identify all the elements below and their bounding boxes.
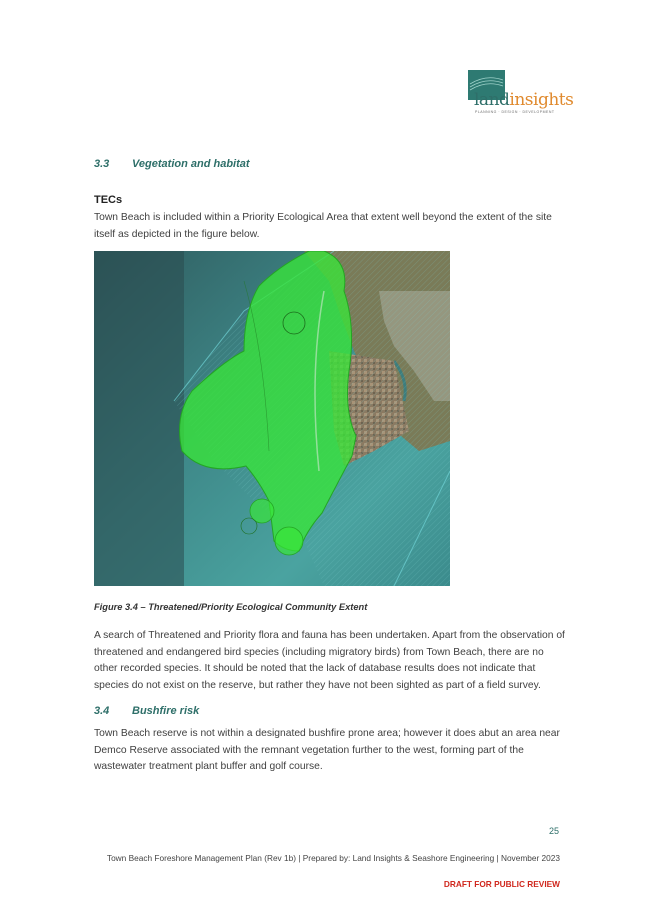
search-paragraph: A search of Threatened and Priority flora and fauna has been undertaken. Apart from the observation of threatened and endangered bird species (including migratory birds) from Town Beach, there are no other recorded species. It should be noted that the lack of database results does not indicate that species do not exist on the reserve, but rather they have not been sighted as part of a field survey. (94, 630, 565, 691)
land-insights-logo (468, 70, 574, 116)
tecs-heading: TECs (94, 194, 123, 206)
pec-extent-map-figure (94, 251, 450, 586)
page-number: 25 (549, 826, 560, 836)
section-heading-3-3: 3.3 Vegetation and habitat (94, 158, 250, 170)
section-heading-3-4: 3.4 Bushfire risk (94, 705, 200, 717)
footer-text: Town Beach Foreshore Management Plan (Rev 1b) | Prepared by: Land Insights & Seashore Engineering | November 2023 (106, 853, 560, 863)
draft-status: DRAFT FOR PUBLIC REVIEW (443, 879, 560, 889)
figure-caption: Figure 3.4 – Threatened/Priority Ecological Community Extent (94, 602, 368, 612)
bushfire-paragraph: Town Beach reserve is not within a designated bushfire prone area; however it does abut an area near Demco Reserve associated with the remnant vegetation further to the west, forming part of the wastewater treatment plant buffer and golf course. (94, 728, 560, 772)
logo-tagline: PLANNING · DESIGN · DEVELOPMENT (475, 110, 555, 114)
logo-wordmark: landinsights (474, 90, 574, 110)
tecs-paragraph: Town Beach is included within a Priority Ecological Area that extent well beyond the extent of the site itself as depicted in the figure below. (94, 212, 552, 240)
